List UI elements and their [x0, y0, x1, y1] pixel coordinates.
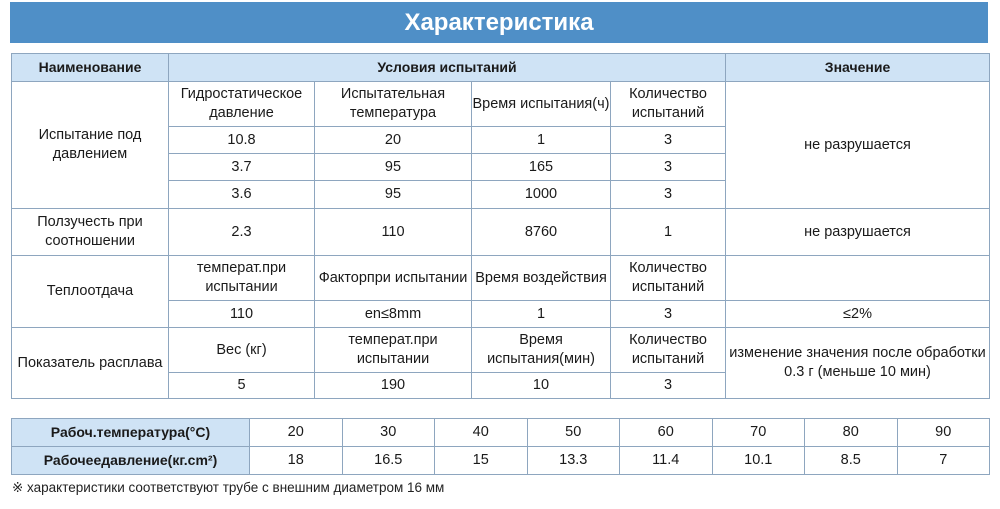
- cond-header: Количество испытаний: [611, 82, 726, 127]
- cond-header: Испытательная температура: [315, 82, 472, 127]
- table-cell: 95: [315, 181, 472, 209]
- table-cell: 95: [315, 154, 472, 181]
- cond-header: Количество испытаний: [611, 256, 726, 301]
- cond-header: Количество испытаний: [611, 328, 726, 373]
- table-cell: 2.3: [169, 209, 315, 256]
- table-cell: 1: [472, 127, 611, 154]
- table-cell: 3.6: [169, 181, 315, 209]
- table-cell: 40: [435, 419, 528, 447]
- table-cell: 1000: [472, 181, 611, 209]
- table-cell: 20: [250, 419, 343, 447]
- cond-header: Время воздействия: [472, 256, 611, 301]
- table-cell: 13.3: [527, 447, 620, 475]
- table-cell: 5: [169, 373, 315, 399]
- table-cell: 1: [611, 209, 726, 256]
- table-cell: 30: [342, 419, 435, 447]
- table-cell: 3: [611, 373, 726, 399]
- row-name-melt: Показатель расплава: [12, 328, 169, 399]
- table-cell: 20: [315, 127, 472, 154]
- table-cell: 8760: [472, 209, 611, 256]
- temp-label: Рабоч.температура(°C): [12, 419, 250, 447]
- cond-header: температ.при испытании: [169, 256, 315, 301]
- value-cell: не разрушается: [726, 82, 990, 209]
- table-cell: 190: [315, 373, 472, 399]
- page-title: Характеристика: [10, 2, 988, 43]
- row-name-heat: Теплоотдача: [12, 256, 169, 328]
- cond-header: Факторпри испытании: [315, 256, 472, 301]
- table-cell: 3: [611, 181, 726, 209]
- value-cell: не разрушается: [726, 209, 990, 256]
- footnote: ※ характеристики соответствуют трубе с внешним диаметром 16 мм: [12, 480, 445, 495]
- table-cell: 60: [620, 419, 713, 447]
- table-cell: 70: [712, 419, 805, 447]
- cond-header: Время испытания(мин): [472, 328, 611, 373]
- cond-header: температ.при испытании: [315, 328, 472, 373]
- table-cell: 8.5: [805, 447, 898, 475]
- header-name: Наименование: [12, 54, 169, 82]
- table-cell: 110: [315, 209, 472, 256]
- table-cell: 165: [472, 154, 611, 181]
- spec-table: [11, 53, 990, 399]
- cond-header: Вес (кг): [169, 328, 315, 373]
- table-cell: 10: [472, 373, 611, 399]
- header-value: Значение: [726, 54, 990, 82]
- row-name-creep: Ползучесть при соотношении: [12, 209, 169, 256]
- table-cell: 10.8: [169, 127, 315, 154]
- table-cell: 10.1: [712, 447, 805, 475]
- header-conditions: Условия испытаний: [169, 54, 726, 82]
- table-cell: 50: [527, 419, 620, 447]
- table-cell: 7: [897, 447, 990, 475]
- table-cell: en≤8mm: [315, 301, 472, 328]
- pressure-temperature-table: [11, 418, 990, 475]
- table-cell: 18: [250, 447, 343, 475]
- table-cell: 16.5: [342, 447, 435, 475]
- value-cell: ≤2%: [726, 301, 990, 328]
- table-cell: 1: [472, 301, 611, 328]
- table-cell: 90: [897, 419, 990, 447]
- table-cell: 3.7: [169, 154, 315, 181]
- cond-header: Время испытания(ч): [472, 82, 611, 127]
- row-name-pressure-test: Испытание под давлением: [12, 82, 169, 209]
- cond-header: Гидростатическое давление: [169, 82, 315, 127]
- table-cell: 15: [435, 447, 528, 475]
- value-cell: изменение значения после обработки 0.3 г (меньше 10 мин): [726, 328, 990, 399]
- table-cell: 11.4: [620, 447, 713, 475]
- pressure-label: Рабочеедавление(кг.cm²): [12, 447, 250, 475]
- table-cell: 3: [611, 301, 726, 328]
- table-cell: 80: [805, 419, 898, 447]
- value-cell-empty: [726, 256, 990, 301]
- table-cell: 3: [611, 154, 726, 181]
- table-cell: 3: [611, 127, 726, 154]
- table-cell: 110: [169, 301, 315, 328]
